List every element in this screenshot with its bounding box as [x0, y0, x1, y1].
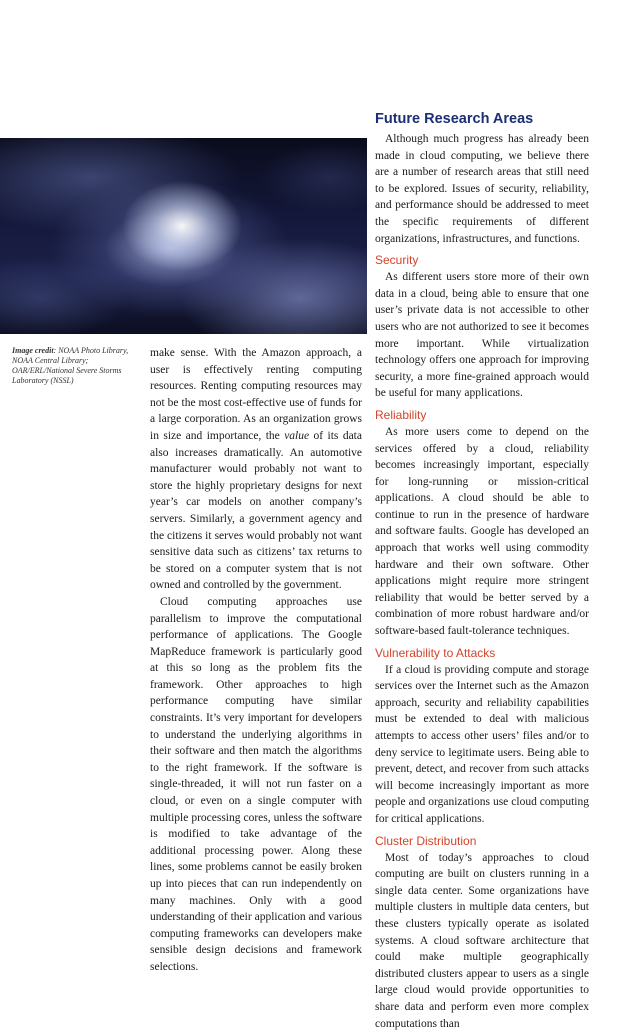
paragraph-text: make sense. With the Amazon approach, a user is effectively renting computing resources. Renting computing resources may not be the most cost-effective use of funds for a large corporation. As an organization grows in size and importance, the	[150, 347, 362, 442]
paragraph: As more users come to depend on the services offered by a cloud, reliability becomes increasingly important, especially for long-running or mission-critical applications. A cloud should be able to continue to run in the presence of hardware and software faults. Google has developed an approach that works well using commodity hardware and their own software. Other applications might require more stringent reliability that would be better served by a combination of more robust hardware and/or software-based fault-tolerance techniques.	[375, 425, 589, 638]
paragraph: Most of today’s approaches to cloud computing are built on clusters running in a single data center. Some organizations have multiple clusters in multiple data centers, but these clusters typically operate as isolated systems. A cloud software architecture that could make multiple geographically distributed clusters appear to users as a single large cloud would provide opportunities to share data and perform even more complex computations than	[375, 851, 589, 1030]
emphasized-word: value	[284, 429, 310, 442]
subsection-heading-security: Security	[375, 253, 419, 268]
paragraph: If a cloud is providing compute and storage services over the Internet such as the Amazon approach, security and reliability capabilities must be extended to deal with malicious attempts to access other users’ files and/or to deny service to legitimate users. Being able to prevent, detect, and recover from such attacks will become increasingly important as more people and organizations use cloud computing for critical applications.	[375, 663, 589, 825]
paragraph	[150, 345, 362, 594]
left-column	[150, 345, 362, 976]
image-credit-label: Image credit	[12, 346, 54, 355]
image-credit-text: : NOAA Photo Library, NOAA Central Library; OAR/ERL/National Severe Storms Laboratory (NSSL)	[12, 346, 129, 385]
right-column	[375, 111, 589, 1032]
section-heading: Future Research Areas	[375, 111, 534, 127]
subsection-heading-reliability: Reliability	[375, 407, 427, 422]
storm-cloud-photo	[0, 138, 367, 334]
paragraph-text: of its data also increases dramatically. An automotive manufacturer would probably not want to store the highly proprietary designs for next year’s car models on another company’s servers. Similarly, a government agency and the citizens it serves would probably not want sensitive data such as citizens’ tax returns to be stored on a computer system that is not owned and controlled by the government.	[150, 429, 362, 592]
paragraph: Cloud computing approaches use parallelism to improve the computational performance of applications. The Google MapReduce framework is particularly good at this so long as the problem fits the framework. Other approaches to high performance computing have similar constraints. It’s very important for developers to understand the underlying algorithms in their software and then match the algorithms to the right framework. If the software is single-threaded, it will not run faster on a cloud, or even on a single computer with multiple processing cores, unless the software is modified to take advantage of the additional processing power. Along these lines, some problems cannot be easily broken up into pieces that can run independently on many machines. Only with a good understanding of their application and various computing frameworks can developers make sensible design decisions and framework selections.	[150, 595, 362, 973]
image-credit	[12, 346, 132, 386]
paragraph: As different users store more of their own data in a cloud, being able to ensure that one user’s private data is not accessible to other users who are not authorized to see it becomes more important. While virtualization technology offers one approach for improving security, a more fine-grained approach would be useful for many applications.	[375, 271, 589, 400]
paragraph: Although much progress has already been made in cloud computing, we believe there are a number of research areas that still need to be explored. Issues of security, reliability, and performance should be addressed to meet the specific requirements of different organizations, infrastructures, and functions.	[375, 133, 589, 245]
subsection-heading-vulnerability: Vulnerability to Attacks	[375, 645, 496, 660]
subsection-heading-cluster-distribution: Cluster Distribution	[375, 833, 477, 848]
